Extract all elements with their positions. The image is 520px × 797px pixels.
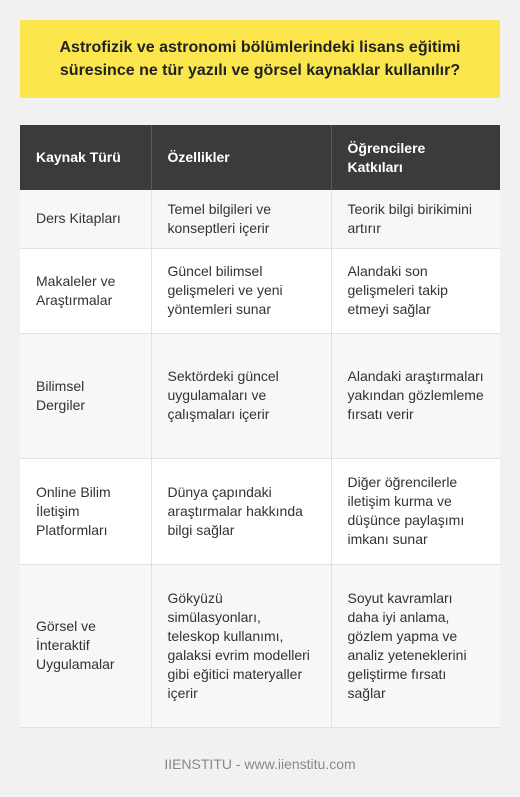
cell-features: Sektördeki güncel uygulamaları ve çalışmaları içerir <box>151 333 331 458</box>
table-row <box>20 190 500 248</box>
cell-resource-type: Makaleler ve Araştırmalar <box>20 248 151 333</box>
cell-resource-type: Görsel ve İnteraktif Uygulamalar <box>20 564 151 727</box>
cell-features: Dünya çapındaki araştırmalar hakkında bilgi sağlar <box>151 458 331 564</box>
footer-credit: IIENSTITU - www.iienstitu.com <box>164 756 356 772</box>
table-header-row <box>20 125 500 190</box>
header-features: Özellikler <box>151 125 331 190</box>
cell-resource-type: Bilimsel Dergiler <box>20 333 151 458</box>
table-row <box>20 564 500 727</box>
resource-table <box>20 125 500 728</box>
cell-contributions: Teorik bilgi birikimini artırır <box>331 190 500 248</box>
cell-resource-type: Online Bilim İletişim Platformları <box>20 458 151 564</box>
header-contributions: Öğrencilere Katkıları <box>331 125 500 190</box>
question-text: Astrofizik ve astronomi bölümlerindeki lisans eğitimi süresince ne tür yazılı ve görsel kaynaklar kullanılır? <box>59 39 461 79</box>
cell-features: Güncel bilimsel gelişmeleri ve yeni yöntemleri sunar <box>151 248 331 333</box>
cell-contributions: Diğer öğrencilerle iletişim kurma ve düşünce paylaşımı imkanı sunar <box>331 458 500 564</box>
cell-features: Gökyüzü simülasyonları, teleskop kullanımı, galaksi evrim modelleri gibi eğitici materyaller içerir <box>151 564 331 727</box>
cell-contributions: Alandaki son gelişmeleri takip etmeyi sağlar <box>331 248 500 333</box>
cell-contributions: Soyut kavramları daha iyi anlama, gözlem yapma ve analiz yeteneklerini geliştirme fırsatı sağlar <box>331 564 500 727</box>
cell-features: Temel bilgileri ve konseptleri içerir <box>151 190 331 248</box>
table-row <box>20 248 500 333</box>
cell-contributions: Alandaki araştırmaları yakından gözlemleme fırsatı verir <box>331 333 500 458</box>
header-resource-type: Kaynak Türü <box>20 125 151 190</box>
table-row <box>20 333 500 458</box>
question-banner <box>20 20 500 98</box>
table-row <box>20 458 500 564</box>
cell-resource-type: Ders Kitapları <box>20 190 151 248</box>
